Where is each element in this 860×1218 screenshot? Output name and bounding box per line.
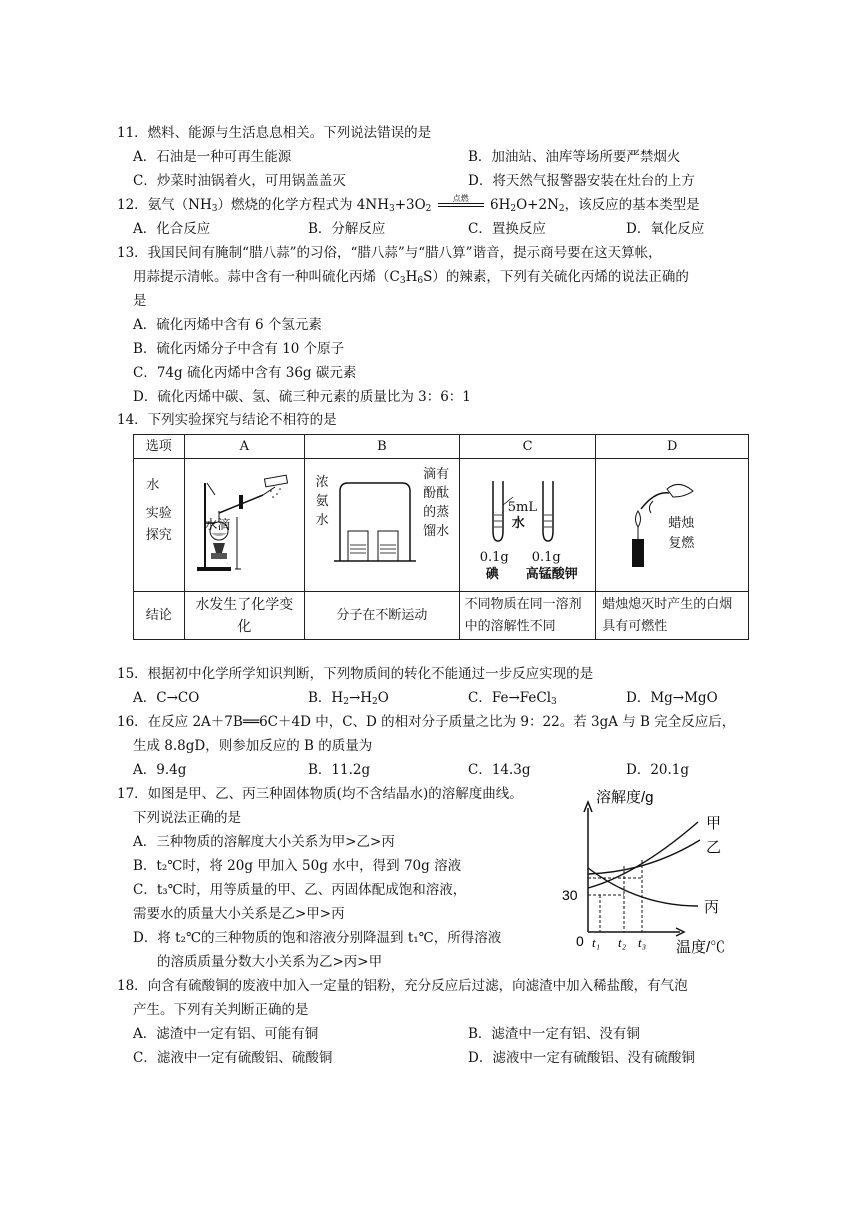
q16-option-a: A．9.4g xyxy=(133,762,187,778)
experiment-c-cell xyxy=(459,459,596,592)
q16-option-d: D．20.1g xyxy=(626,762,690,778)
q16-stem-line2: 生成 8.8gD，则参加反应的 B 的质量为 xyxy=(133,738,373,754)
label-concentrated-ammonia: 浓氨水 xyxy=(315,475,329,528)
q18-option-d: D．滤液中一定有硫酸铝、没有硫酸铜 xyxy=(468,1050,695,1066)
q11-option-d: D．将天然气报警器安装在灶台的上方 xyxy=(468,173,695,189)
label-phenolphthalein-water: 滴有酚酞的蒸馏水 xyxy=(423,467,450,539)
label-water-drops: 水滴 xyxy=(204,518,231,533)
q15-option-d: D．Mg→MgO xyxy=(626,690,718,706)
curve-bing xyxy=(588,868,698,906)
table-header-d: D xyxy=(596,435,749,459)
q17-option-a: A．三种物质的溶解度大小关系为甲>乙>丙 xyxy=(133,834,395,850)
q14-stem: 14．下列实验探究与结论不相符的是 xyxy=(117,412,337,428)
label-permanganate: 高锰酸钾 xyxy=(525,567,578,582)
q12-option-a: A．化合反应 xyxy=(133,221,211,237)
q13-stem-line2: 用蒜提示清帐。蒜中含有一种叫硫化丙烯$(C_3H_6S)$的辣素，下列有关硫化丙烯的说法正确的 xyxy=(133,269,689,286)
q17-stem-line2: 下列说法正确的是 xyxy=(133,810,241,826)
q12-option-d: D．氧化反应 xyxy=(626,221,705,237)
y-axis-label: 溶解度/g xyxy=(596,789,654,806)
q17-option-d-line2: 的溶质质量分数大小关系为乙>丙>甲 xyxy=(157,954,383,970)
q18-option-b: B．滤渣中一定有铝、没有铜 xyxy=(468,1026,640,1042)
solubility-curve-graph xyxy=(548,782,748,960)
q15-option-b: B．$H_2\to H_2O$ xyxy=(308,690,389,707)
tick-t3: t₃ xyxy=(638,935,647,950)
q11-option-b: B．加油站、油库等场所要严禁烟火 xyxy=(468,149,681,165)
q15-stem: 15．根据初中化学所学知识判断，下列物质间的转化不能通过一步反应实现的是 xyxy=(117,666,594,682)
legend-jia: 甲 xyxy=(706,815,722,832)
q12-option-b: B．分解反应 xyxy=(308,221,386,237)
q13-option-d: D．硫化丙烯中碳、氢、硫三种元素的质量比为 3：6：1 xyxy=(133,389,471,405)
q13-option-a: A．硫化丙烯中含有 6 个氢元素 xyxy=(133,317,322,333)
x-axis-label: 温度/℃ xyxy=(676,939,726,956)
q15-option-a: A．C→CO xyxy=(133,690,200,706)
q16-option-b: B．11.2g xyxy=(308,762,371,778)
q16-stem-line1: 16．在反应 2A＋7B══6C＋4D 中，C、D 的相对分子质量之比为 9：22。若 3gA 与 B 完全反应后， xyxy=(117,714,736,730)
q17-stem-line1: 17．如图是甲、乙、丙三种固体物质(均不含结晶水)的溶解度曲线。 xyxy=(117,786,523,802)
legend-yi: 乙 xyxy=(706,839,722,856)
reaction-condition-arrow: 点燃 xyxy=(438,199,484,209)
label-candle: 蜡烛 xyxy=(668,516,695,531)
q11-option-c: C．炒菜时油锅着火，可用锅盖盖灭 xyxy=(133,173,346,189)
q13-option-b: B．硫化丙烯分子中含有 10 个原子 xyxy=(133,341,345,357)
table-header-c: C xyxy=(459,435,596,459)
experiment-b-cell xyxy=(305,459,460,592)
table-header-option: 选项 xyxy=(134,435,185,459)
label-5ml: 5mL xyxy=(507,500,537,515)
q12-option-c: C．置换反应 xyxy=(468,221,546,237)
label-relit: 复燃 xyxy=(668,536,695,551)
q17-option-b: B．t₂℃时，将 20g 甲加入 50g 水中，得到 70g 溶液 xyxy=(133,858,462,874)
solubility-curve-svg xyxy=(548,782,748,960)
q18-option-c: C．滤液中一定有硫酸铝、硫酸铜 xyxy=(133,1050,333,1066)
tick-t1: t₁ xyxy=(592,935,601,950)
q11-option-a: A．石油是一种可再生能源 xyxy=(133,149,292,165)
label-mass-iodine: 0.1g xyxy=(479,550,509,565)
q12-stem: 12．氨气$(NH_3)$燃烧的化学方程式为 $4NH_3+3O_2$ 点燃 $6H_2O+2N_2$，该反应的基本类型是 xyxy=(117,194,700,214)
row-label-conclusion: 结论 xyxy=(134,592,185,640)
legend-bing: 丙 xyxy=(704,899,720,916)
label-iodine: 碘 xyxy=(485,567,499,582)
curve-yi xyxy=(588,840,700,874)
conclusion-c: 不同物质在同一溶剂中的溶解性不同 xyxy=(459,592,596,640)
q14-table xyxy=(133,434,749,640)
origin-label: 0 xyxy=(576,933,584,949)
q13-option-c: C．74g 硫化丙烯中含有 36g 碳元素 xyxy=(133,365,357,381)
q18-stem-line1: 18．向含有硫酸铜的废液中加入一定量的铝粉，充分反应后过滤，向滤渣中加入稀盐酸，有气泡 xyxy=(117,978,688,994)
q17-option-c-line2: 需要水的质量大小关系是乙>甲>丙 xyxy=(133,906,345,922)
conclusion-d: 蜡烛熄灭时产生的白烟具有可燃性 xyxy=(596,592,749,640)
q11-stem: 11．燃料、能源与生活息息相关。下列说法错误的是 xyxy=(117,125,432,141)
label-mass-permanganate: 0.1g xyxy=(531,550,561,565)
experiment-d-cell xyxy=(596,459,749,592)
q15-option-c: C．Fe→FeCl$_3$ xyxy=(468,690,557,707)
q18-option-a: A．滤渣中一定有铝、可能有铜 xyxy=(133,1026,319,1042)
row-label-experiment: 实验探究 xyxy=(134,459,185,592)
q16-option-c: C．14.3g xyxy=(468,762,531,778)
label-c-water: 水 xyxy=(511,516,525,531)
q17-option-d-line1: D．将 t₂℃的三种物质的饱和溶液分别降温到 t₁℃，所得溶液 xyxy=(133,930,502,946)
label-water: 水 xyxy=(146,478,160,493)
distillation-apparatus-illustration xyxy=(185,461,303,589)
q17-option-c-line1: C．t₃℃时，用等质量的甲、乙、丙固体配成饱和溶液， xyxy=(133,882,467,898)
conclusion-a: 水发生了化学变化 xyxy=(184,592,305,640)
table-header-a: A xyxy=(184,435,305,459)
q13-stem-line3: 是 xyxy=(133,293,147,309)
tick-30: 30 xyxy=(562,887,578,903)
tick-t2: t₂ xyxy=(618,935,627,950)
conclusion-b: 分子在不断运动 xyxy=(305,592,460,640)
q18-stem-line2: 产生。下列有关判断正确的是 xyxy=(133,1002,309,1018)
table-header-b: B xyxy=(305,435,460,459)
q13-stem-line1: 13．我国民间有腌制“腊八蒜”的习俗，“腊八蒜”与“腊八算”谐音，提示商号要在这天算帐， xyxy=(117,245,662,261)
